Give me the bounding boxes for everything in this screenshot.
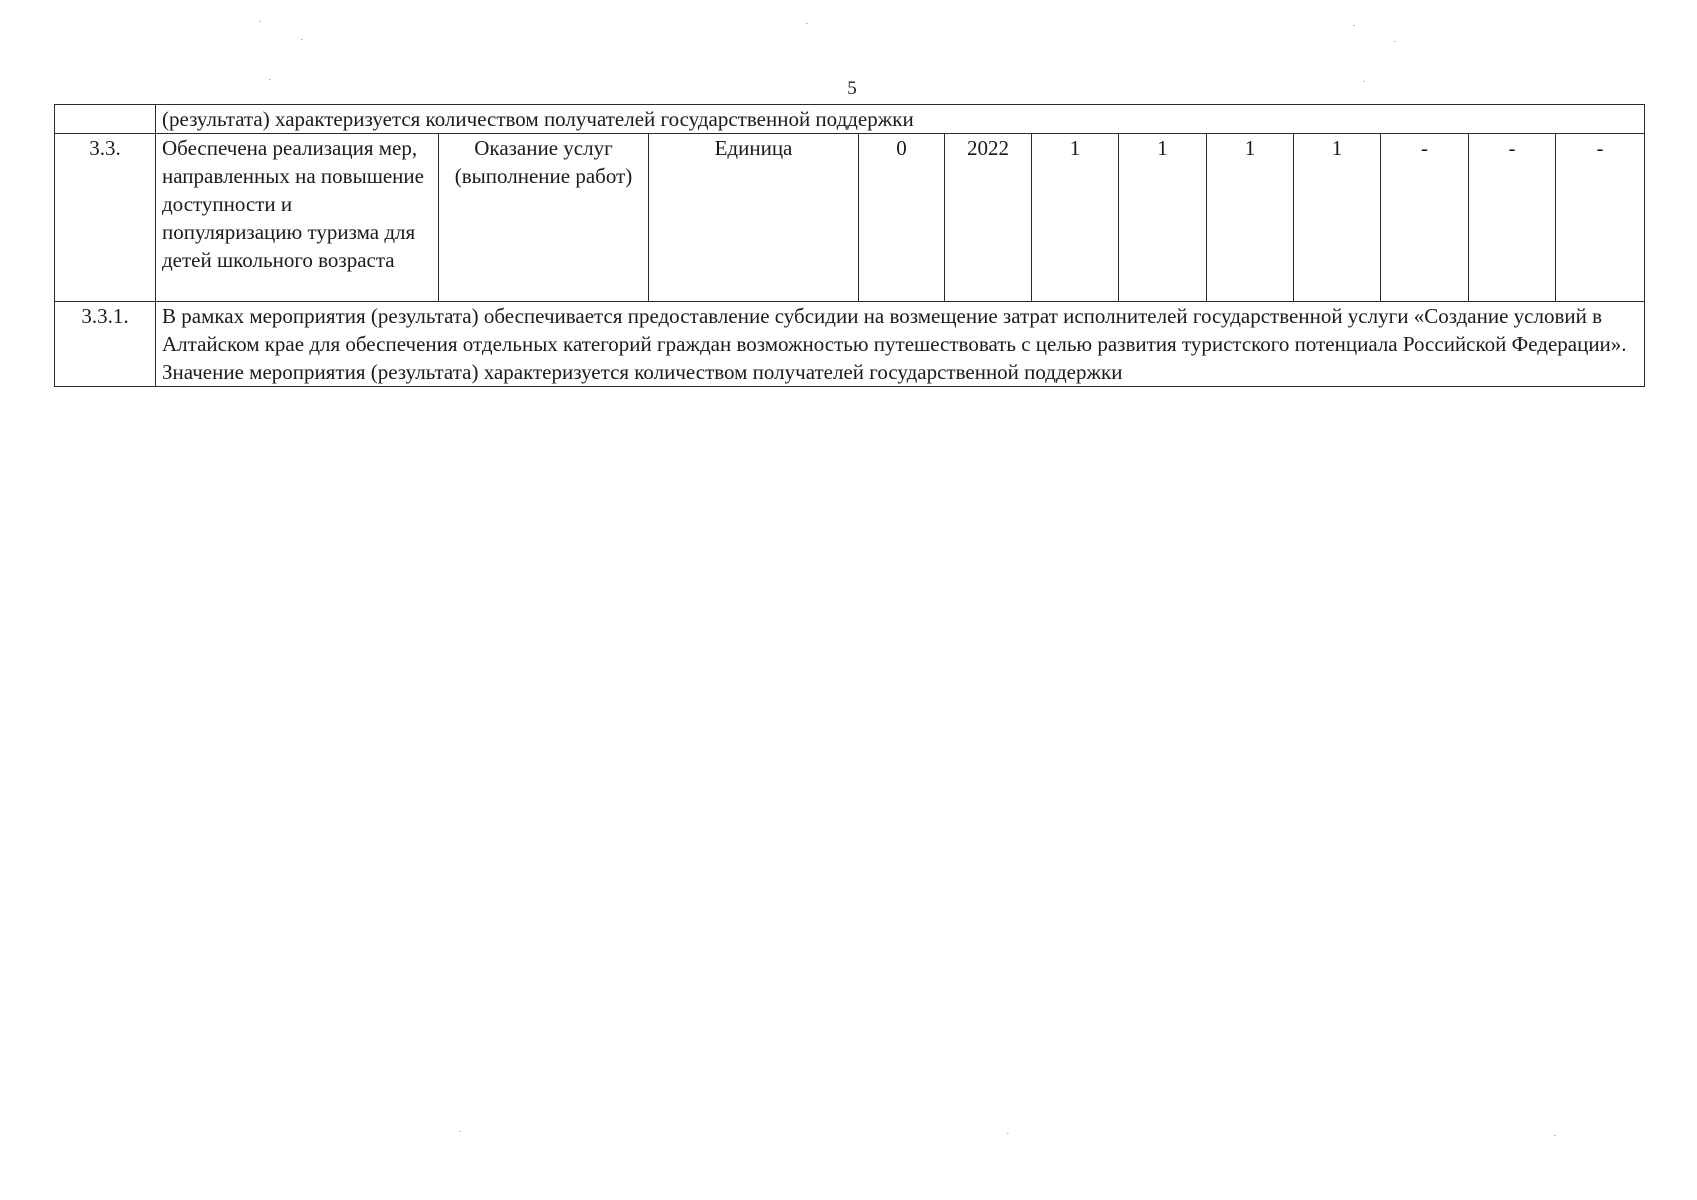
continuation-num-cell bbox=[55, 105, 156, 134]
unit-of-measure: Единица bbox=[649, 134, 859, 302]
scan-speck: ˙ bbox=[1553, 1133, 1557, 1145]
scan-speck: ˙ bbox=[1393, 39, 1397, 51]
value-cell: 1 bbox=[1207, 134, 1294, 302]
measure-type: Оказание услуг (выполнение работ) bbox=[439, 134, 649, 302]
scan-speck: ˙ bbox=[805, 21, 809, 33]
table-row-3-3-1 bbox=[55, 302, 1645, 387]
scan-speck: ˙ bbox=[300, 37, 304, 49]
page-number: 5 bbox=[847, 78, 857, 99]
value-cell: 1 bbox=[1032, 134, 1119, 302]
table-row-3-3 bbox=[55, 134, 1645, 302]
scan-speck: ˙ bbox=[258, 19, 262, 31]
value-cell: 1 bbox=[1119, 134, 1207, 302]
scan-speck: ˙ bbox=[1352, 23, 1356, 35]
row-number: 3.3.1. bbox=[55, 302, 156, 387]
continuation-row bbox=[55, 105, 1645, 134]
value-cell: 1 bbox=[1294, 134, 1381, 302]
scan-speck: ˙ bbox=[1362, 79, 1366, 91]
base-value: 0 bbox=[859, 134, 945, 302]
row-number: 3.3. bbox=[55, 134, 156, 302]
continuation-text: (результата) характеризуется количеством получателей государственной поддержки bbox=[156, 105, 1645, 134]
scan-speck: ˙ bbox=[268, 77, 272, 89]
measure-name: Обеспечена реализация мер, направленных на повышение доступности и популяризацию туризма для детей школьного возраста bbox=[156, 134, 439, 302]
scan-speck: ˙ bbox=[458, 1129, 462, 1141]
value-cell: - bbox=[1556, 134, 1645, 302]
base-year: 2022 bbox=[945, 134, 1032, 302]
value-cell: - bbox=[1381, 134, 1469, 302]
indicators-table bbox=[54, 104, 1645, 387]
value-cell: - bbox=[1469, 134, 1556, 302]
scan-speck: ˙ bbox=[1006, 1131, 1010, 1143]
measure-description: В рамках мероприятия (результата) обеспечивается предоставление субсидии на возмещение затрат исполнителей государственной услуги «Создание условий в Алтайском крае для обеспечения отдельных категорий граждан возможностью путешествовать с целью развития туристского потенциала Российской Федерации». Значение мероприятия (результата) характеризуется количеством получателей государственной поддержки bbox=[156, 302, 1645, 387]
